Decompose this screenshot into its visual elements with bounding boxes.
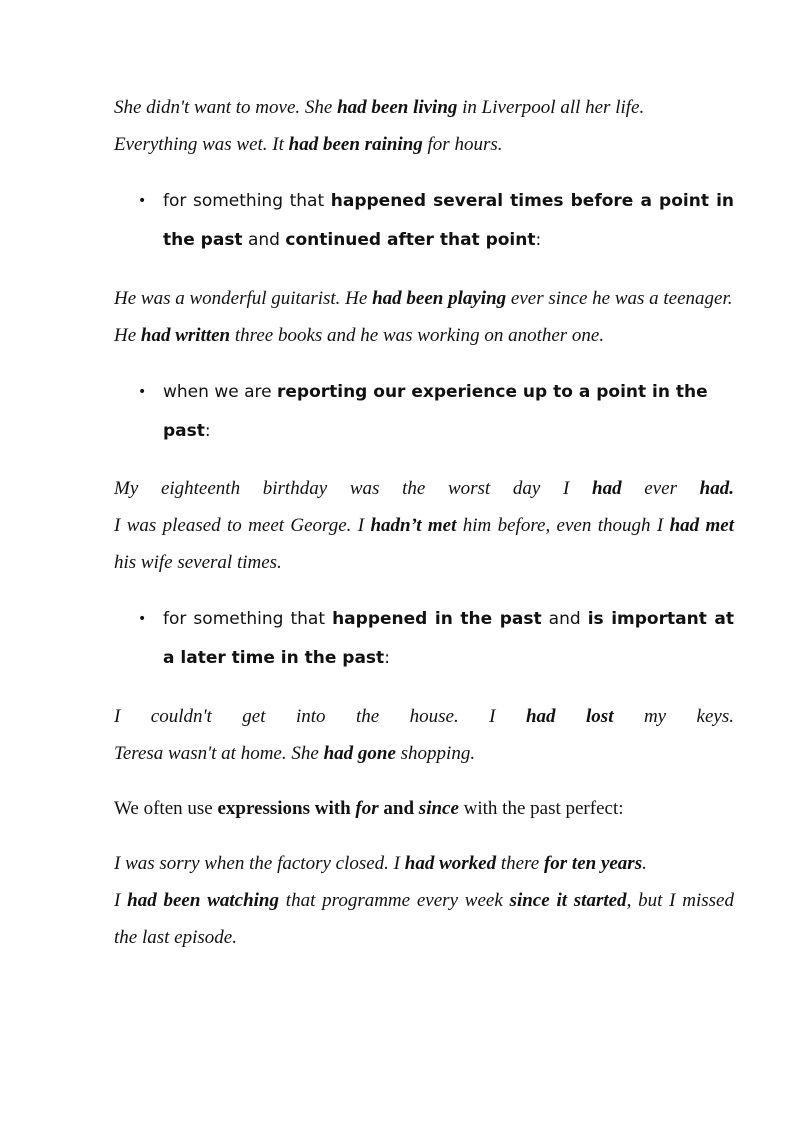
example-text: He was a wonderful guitarist. He (114, 288, 373, 309)
highlighted-verb: had been raining (288, 134, 423, 155)
example-text: ever since he was a teenager. (506, 288, 733, 309)
example-text: He (114, 325, 141, 346)
rule-emphasis: happened in the past (332, 609, 542, 629)
highlighted-verb: had been watching (127, 890, 279, 911)
paragraph-text: We often use (114, 798, 218, 819)
example-text: I was pleased to meet George. I (114, 515, 371, 536)
highlighted-phrase: since it started (509, 890, 627, 911)
highlighted-verb: had met (669, 515, 734, 536)
rule-text: and (242, 230, 286, 250)
example-text: She didn't want to move. She (114, 97, 338, 118)
rule-text: for something that (163, 191, 331, 211)
paragraph-emphasis-italic: for (355, 798, 379, 819)
example-text: for hours. (422, 134, 503, 155)
rule-text: and (541, 609, 588, 629)
example-text: his wife several times. (114, 552, 282, 573)
example-text: I couldn't get into the house. I (114, 706, 526, 727)
example-text (556, 706, 586, 727)
rule-text: : (535, 230, 542, 250)
rule-emphasis: reporting our experience up to a point in the past (163, 382, 708, 441)
example-sentence (114, 280, 734, 317)
bullet-icon: • (138, 193, 147, 209)
document-page (114, 89, 734, 956)
bullet-icon: • (138, 384, 147, 400)
rule-emphasis: is important at a later time in the past (163, 609, 734, 668)
highlighted-verb: had (525, 706, 556, 727)
example-text: ever (621, 478, 700, 499)
paragraph-emphasis: and (378, 798, 419, 819)
rule-text: for something that (163, 609, 333, 629)
example-sentence (114, 317, 734, 354)
highlighted-verb: had written (140, 325, 231, 346)
paragraph-emphasis: expressions with (217, 798, 356, 819)
highlighted-verb: had been playing (372, 288, 507, 309)
example-sentence (114, 882, 734, 956)
bullet-icon: • (138, 611, 147, 627)
paragraph-emphasis-italic: since (418, 798, 459, 819)
explanation-paragraph (114, 790, 734, 827)
example-text: three books and he was working on another one. (230, 325, 605, 346)
paragraph-text: with the past perfect: (458, 798, 624, 819)
highlighted-verb: had (592, 478, 622, 499)
example-text: Everything was wet. It (114, 134, 289, 155)
rule-emphasis: happened several times before a point in the past (163, 191, 734, 250)
rule-text: : (204, 421, 211, 441)
rule-text: : (384, 648, 390, 668)
highlighted-verb: hadn’t met (370, 515, 457, 536)
example-text: my keys. (613, 706, 734, 727)
example-text: My eighteenth birthday was the worst day I (114, 478, 593, 499)
example-text: that programme every week (279, 890, 510, 911)
rule-text: when we are (163, 382, 277, 402)
example-text: . (642, 853, 647, 874)
highlighted-verb: had gone (323, 743, 396, 764)
example-sentence (114, 507, 734, 581)
example-sentence (114, 470, 734, 507)
example-text: Teresa wasn't at home. She (114, 743, 324, 764)
example-text: him before, even though I (456, 515, 670, 536)
example-text: I was sorry when the factory closed. I (114, 853, 405, 874)
highlighted-phrase: for ten years (543, 853, 643, 874)
highlighted-verb: lost (586, 706, 614, 727)
example-sentence (114, 735, 734, 772)
example-sentence (114, 126, 734, 163)
example-text: there (496, 853, 544, 874)
example-sentence (114, 845, 734, 882)
highlighted-verb: had. (699, 478, 734, 499)
example-sentence (114, 698, 734, 735)
highlighted-verb: had worked (404, 853, 497, 874)
rule-bullet (114, 373, 734, 451)
example-sentence (114, 89, 734, 126)
example-text: shopping. (395, 743, 476, 764)
example-text: in Liverpool all her life. (457, 97, 645, 118)
rule-bullet (114, 600, 734, 678)
example-text: , but I missed the last episode. (114, 890, 734, 948)
rule-emphasis: continued after that point (285, 230, 536, 250)
rule-bullet (114, 182, 734, 260)
example-text: I (114, 890, 128, 911)
highlighted-verb: had been living (337, 97, 458, 118)
